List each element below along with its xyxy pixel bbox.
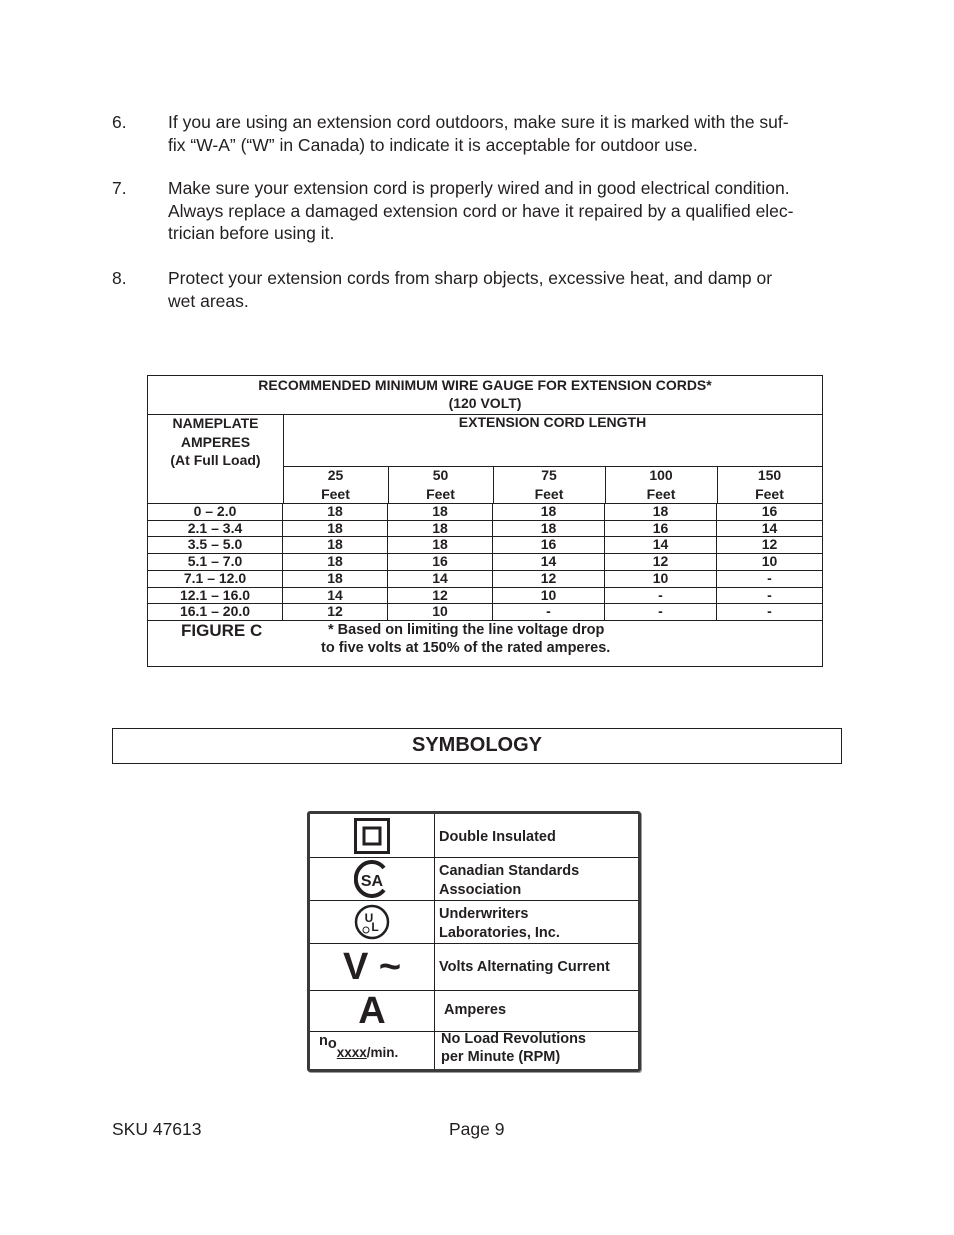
column-unit: Feet — [321, 485, 350, 502]
table-subtitle: (120 VOLT) — [448, 395, 522, 411]
gauge-cell: 10 — [493, 588, 605, 605]
symbol-label-line: Canadian Standards — [439, 863, 580, 879]
no-load-rpm-icon — [310, 1032, 434, 1069]
no-load-o: o — [327, 1036, 337, 1052]
gauge-cell: 18 — [283, 521, 388, 538]
svg-text:U: U — [364, 911, 374, 925]
amperes-header-line: (At Full Load) — [170, 452, 261, 468]
page-number: Page 9 — [449, 1119, 505, 1139]
gauge-cell: 12 — [605, 554, 717, 571]
gauge-cell: - — [767, 603, 772, 620]
cord-length-header: EXTENSION CORD LENGTH — [283, 414, 822, 467]
amperes-header — [148, 414, 284, 504]
gauge-cell: 10 — [761, 553, 778, 570]
gauge-cell: - — [767, 569, 772, 586]
instruction-8 — [112, 267, 842, 312]
table-title — [148, 376, 822, 415]
instruction-line: wet areas. — [168, 290, 249, 311]
symbol-row-no-load-rpm — [310, 1032, 638, 1069]
symbology-heading: SYMBOLOGY — [112, 728, 842, 764]
gauge-cell: - — [493, 604, 605, 621]
table-footer — [148, 620, 822, 668]
gauge-cell: 14 — [493, 554, 605, 571]
table-row — [148, 503, 822, 520]
instruction-6 — [112, 111, 842, 156]
symbol-label-line: per Minute (RPM) — [441, 1049, 561, 1065]
column-length: 100 — [649, 467, 673, 483]
gauge-cell: 18 — [493, 504, 605, 521]
gauge-cell: 12 — [761, 536, 778, 553]
amperes-header-line: AMPERES — [180, 433, 251, 450]
footnote-line: to five volts at 150% of the rated amperes. — [321, 640, 611, 656]
svg-text:L: L — [371, 920, 379, 934]
amperes-cell: 12.1 – 16.0 — [148, 588, 283, 605]
gauge-cell: 18 — [605, 504, 717, 521]
symbol-label — [439, 905, 634, 943]
gauge-cell: 18 — [493, 521, 605, 538]
amperes-header-line: NAMEPLATE — [172, 415, 259, 431]
symbol-label-line: Double Insulated — [439, 829, 556, 845]
symbol-label — [439, 958, 634, 977]
instruction-line: Always replace a damaged extension cord or have it repaired by a qualified elec- — [168, 200, 794, 221]
gauge-cell: 14 — [283, 588, 388, 605]
column-header-50 — [388, 466, 494, 504]
gauge-cell: 18 — [388, 521, 493, 538]
amperes-cell: 0 – 2.0 — [148, 504, 283, 521]
amperes-cell: 2.1 – 3.4 — [148, 521, 283, 538]
amperes-cell: 7.1 – 12.0 — [148, 571, 283, 588]
volts-ac-icon — [310, 944, 434, 990]
instruction-number: 6. — [112, 112, 127, 132]
symbol-label — [439, 862, 634, 900]
gauge-cell: 14 — [761, 519, 778, 536]
double-insulated-icon — [310, 814, 434, 857]
amperes-cell: 5.1 – 7.0 — [148, 554, 283, 571]
column-header-100 — [605, 466, 718, 504]
column-header-25 — [283, 466, 389, 504]
gauge-cell: 12 — [283, 604, 388, 621]
instruction-number: 8. — [112, 268, 127, 288]
symbol-row-csa — [310, 858, 638, 901]
instruction-line: trician before using it. — [168, 223, 335, 243]
no-load-xxxx: xxxx — [336, 1045, 367, 1060]
gauge-cell: - — [605, 604, 717, 621]
symbol-row-double-insulated — [310, 814, 638, 858]
ul-icon — [310, 901, 434, 943]
symbol-label-line: No Load Revolutions — [441, 1031, 586, 1047]
instruction-number: 7. — [112, 178, 127, 198]
gauge-cell: 18 — [283, 504, 388, 521]
gauge-cell: - — [767, 586, 772, 603]
gauge-cell: 18 — [283, 571, 388, 588]
instruction-line: Make sure your extension cord is properly wired and in good electrical condition. — [168, 178, 790, 198]
svg-text:SA: SA — [360, 873, 384, 890]
column-length: 150 — [757, 467, 782, 483]
symbol-label — [439, 828, 634, 847]
gauge-cell: 14 — [388, 571, 493, 588]
gauge-cell: 10 — [605, 571, 717, 588]
table-row — [148, 553, 822, 570]
column-unit: Feet — [426, 485, 455, 502]
no-load-min: /min. — [366, 1045, 399, 1060]
gauge-cell: - — [605, 588, 717, 605]
instruction-line: fix “W-A” (“W” in Canada) to indicate it is acceptable for outdoor use. — [168, 134, 698, 155]
amperes-cell: 16.1 – 20.0 — [148, 604, 283, 621]
csa-icon — [310, 858, 434, 900]
wire-gauge-table — [147, 375, 823, 667]
table-row — [148, 536, 822, 553]
symbol-label-line: Association — [439, 882, 522, 898]
symbol-label — [444, 1001, 634, 1020]
gauge-cell: 12 — [493, 571, 605, 588]
column-length: 50 — [432, 467, 449, 483]
symbol-label — [441, 1030, 634, 1066]
volts-ac-symbol: V ~ — [342, 946, 402, 988]
column-length: 25 — [327, 467, 344, 483]
table-row — [148, 520, 822, 537]
figure-label: FIGURE C — [181, 621, 263, 640]
gauge-cell: 18 — [388, 504, 493, 521]
amperes-symbol: A — [358, 990, 386, 1032]
symbol-label-line: Volts Alternating Current — [439, 959, 610, 975]
gauge-cell: 18 — [283, 554, 388, 571]
column-length: 75 — [541, 467, 557, 483]
symbology-table — [307, 811, 641, 1072]
table-footnote — [321, 621, 611, 657]
column-header-150 — [717, 466, 822, 504]
symbol-label-line: Laboratories, Inc. — [439, 925, 560, 941]
gauge-cell: 16 — [761, 503, 778, 519]
gauge-cell: 10 — [388, 604, 493, 621]
gauge-cell: 18 — [388, 537, 493, 554]
column-header-75 — [493, 466, 606, 504]
amperes-cell: 3.5 – 5.0 — [148, 537, 283, 554]
gauge-cell: 12 — [388, 588, 493, 605]
column-unit: Feet — [646, 485, 676, 502]
symbol-row-volts-ac — [310, 944, 638, 991]
instruction-line: Protect your extension cords from sharp objects, excessive heat, and damp or — [168, 268, 773, 288]
symbol-label-line: Amperes — [444, 1002, 507, 1018]
symbol-row-ul — [310, 901, 638, 944]
sku-number: SKU 47613 — [112, 1119, 202, 1139]
table-row — [148, 570, 822, 587]
symbol-label-line: Underwriters — [439, 906, 529, 922]
no-load-n: n — [319, 1033, 328, 1049]
symbol-row-amperes — [310, 991, 638, 1032]
table-row — [148, 587, 822, 604]
instruction-line: If you are using an extension cord outdoors, make sure it is marked with the suf- — [168, 112, 789, 132]
footnote-line: * Based on limiting the line voltage drop — [328, 622, 605, 638]
gauge-cell: 18 — [283, 537, 388, 554]
table-title-text: RECOMMENDED MINIMUM WIRE GAUGE FOR EXTENSION CORDS* — [258, 377, 712, 393]
gauge-cell: 14 — [605, 537, 717, 554]
amperes-icon — [310, 991, 434, 1031]
gauge-cell: 16 — [605, 521, 717, 538]
column-unit: Feet — [755, 485, 784, 502]
gauge-cell: 16 — [388, 554, 493, 571]
table-row — [148, 603, 822, 620]
instruction-7 — [112, 177, 842, 245]
gauge-cell: 16 — [493, 537, 605, 554]
column-unit: Feet — [534, 485, 564, 502]
